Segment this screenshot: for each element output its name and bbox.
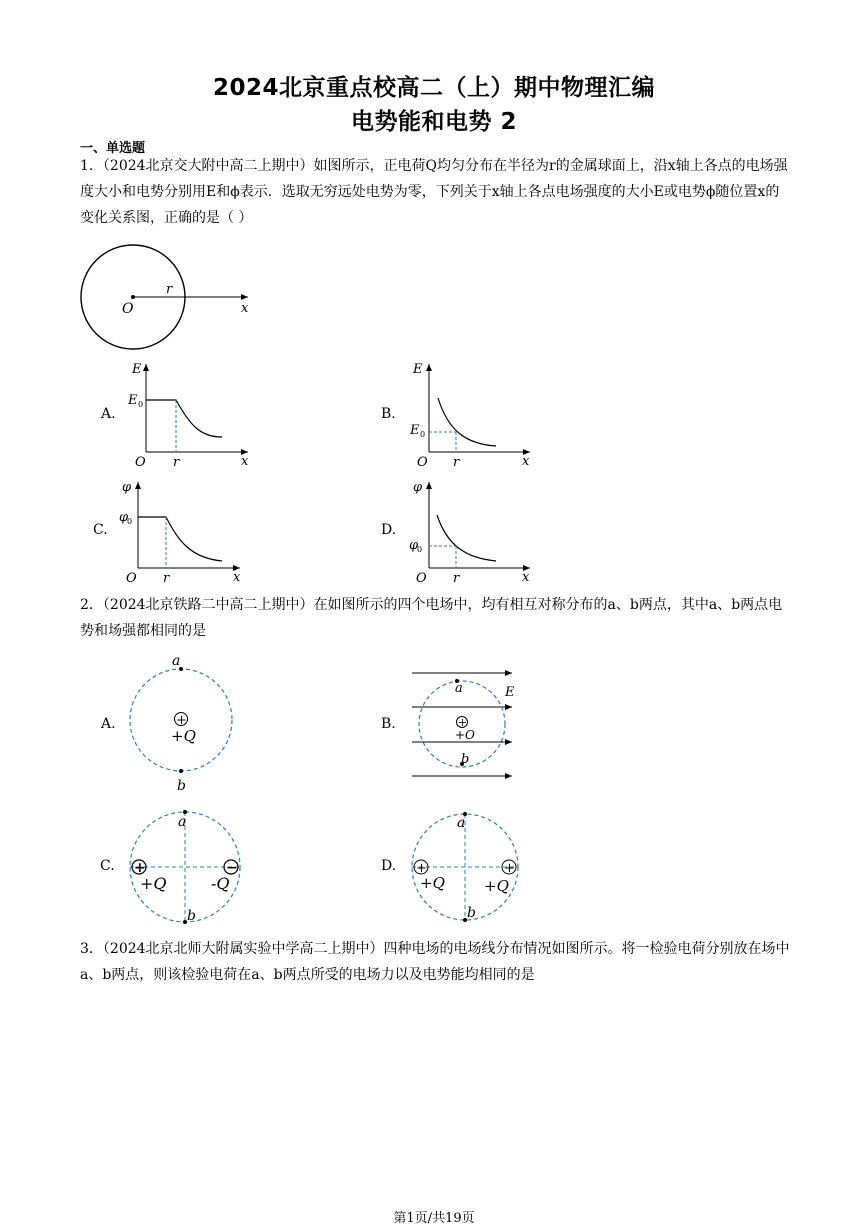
svg-text:r: r	[453, 571, 460, 586]
svg-text:+: +	[176, 713, 187, 728]
svg-text:O: O	[135, 455, 146, 470]
section-heading: 一、单选题	[80, 141, 146, 156]
svg-text:+: +	[458, 716, 468, 729]
q1-option-d-label[interactable]: D.	[381, 522, 397, 538]
svg-text:φ: φ	[409, 538, 419, 553]
q2-option-b-label[interactable]: B.	[381, 716, 396, 732]
svg-text:O: O	[416, 571, 427, 586]
svg-text:E: E	[410, 423, 420, 438]
svg-text:0: 0	[417, 545, 423, 554]
svg-text:x: x	[522, 570, 530, 585]
svg-text:b: b	[467, 905, 476, 921]
document-title: 2024北京重点校高二（上）期中物理汇编	[212, 75, 655, 101]
svg-text:+O: +O	[455, 728, 475, 742]
q1-option-a-label[interactable]: A.	[101, 406, 116, 422]
svg-text:0: 0	[127, 517, 133, 526]
q2-figure-d[interactable]	[412, 812, 518, 922]
svg-text:0: 0	[420, 430, 426, 439]
svg-text:E: E	[128, 393, 138, 408]
svg-text:b: b	[461, 752, 470, 767]
q1-graph-d[interactable]	[409, 480, 530, 586]
svg-text:O: O	[126, 571, 137, 586]
q1-graph-c[interactable]	[119, 480, 241, 586]
q1-graph-b[interactable]	[409, 362, 530, 470]
q2-figure-c[interactable]	[130, 810, 240, 924]
svg-text:E: E	[413, 362, 423, 377]
svg-text:a: a	[457, 815, 466, 831]
q1-sphere-figure	[81, 245, 249, 349]
q2-option-a-label[interactable]: A.	[101, 716, 116, 732]
svg-text:+Q: +Q	[171, 727, 196, 745]
svg-text:a: a	[172, 653, 181, 669]
svg-text:0: 0	[138, 400, 144, 409]
svg-text:+Q: +Q	[420, 874, 445, 892]
q1-graph-a[interactable]	[127, 362, 249, 470]
svg-text:-Q: -Q	[211, 874, 230, 893]
svg-text:b: b	[177, 778, 186, 794]
svg-text:x: x	[233, 570, 241, 585]
svg-text:r: r	[173, 455, 180, 470]
page-footer: 第1页/共19页	[393, 1211, 475, 1226]
svg-text:+: +	[504, 861, 515, 876]
svg-text:r: r	[453, 455, 460, 470]
svg-text:a: a	[455, 681, 463, 696]
svg-text:+Q: +Q	[484, 877, 509, 895]
svg-text:x: x	[241, 454, 249, 469]
q2-option-d-label[interactable]: D.	[381, 858, 397, 874]
q1-option-c-label[interactable]: C.	[93, 522, 108, 538]
svg-text:φ: φ	[119, 510, 129, 525]
q2-figure-a[interactable]	[130, 653, 232, 794]
svg-text:−: −	[226, 860, 238, 876]
question-1-text: 1．（2024北京交大附中高二上期中）如图所示，正电荷Q均匀分布在半径为r的金属球面上，沿x轴上各点的电场强度大小和电势分别用E和ϕ表示．选取无穷远处电势为零，下列关于x轴上各点电场强度的大小E或电势ϕ随位置x的变化关系图，正确的是（ ）	[80, 158, 788, 226]
label-x: x	[241, 301, 249, 316]
svg-text:E: E	[505, 685, 515, 700]
svg-text:+: +	[134, 860, 146, 876]
question-3-text: 3．（2024北京北师大附属实验中学高二上期中）四种电场的电场线分布情况如图所示。将一检验电荷分别放在场中a、b两点，则该检验电荷在a、b两点所受的电场力以及电势能均相同的是	[80, 941, 790, 983]
svg-text:x: x	[522, 454, 530, 469]
svg-text:r: r	[163, 571, 170, 586]
svg-text:φ: φ	[122, 480, 132, 495]
svg-text:+: +	[416, 861, 427, 876]
q2-option-c-label[interactable]: C.	[100, 858, 115, 874]
document-subtitle: 电势能和电势 2	[350, 109, 517, 135]
svg-text:a: a	[178, 814, 187, 830]
svg-text:φ: φ	[413, 480, 423, 495]
svg-text:E: E	[132, 362, 142, 377]
question-2-text: 2．（2024北京铁路二中高二上期中）在如图所示的四个电场中，均有相互对称分布的a、b两点，其中a、b两点电势和场强都相同的是	[80, 597, 783, 639]
q2-figure-b[interactable]	[412, 673, 515, 776]
q1-option-b-label[interactable]: B.	[381, 406, 396, 422]
label-O: O	[122, 301, 134, 317]
label-r: r	[166, 282, 173, 297]
svg-text:+Q: +Q	[140, 874, 167, 893]
svg-text:O: O	[417, 455, 428, 470]
svg-text:b: b	[187, 908, 196, 924]
